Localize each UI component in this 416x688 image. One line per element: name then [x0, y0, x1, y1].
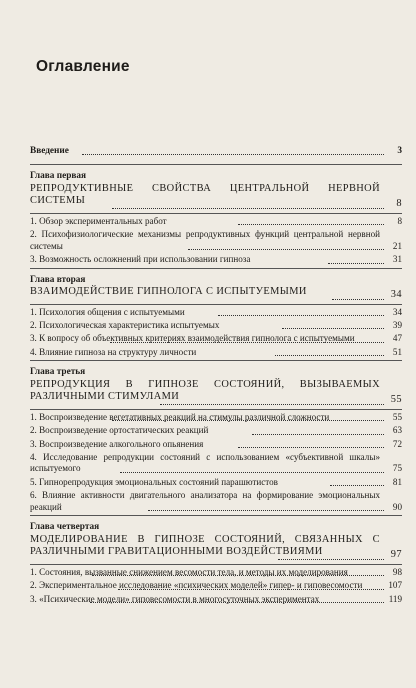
dot-leader — [330, 485, 384, 486]
dot-leader — [282, 328, 384, 329]
page-title: Оглавление — [36, 58, 130, 75]
toc-entry: 2. Воспроизведение ортостатических реакций 63 — [30, 425, 402, 436]
toc-entry: 3. К вопросу об объективных критериях взаимодействия гипнолога с испытуемыми 47 — [30, 333, 402, 344]
toc-entry: 5. Гипнорепродукция эмоциональных состояний парашютистов 81 — [30, 476, 402, 487]
toc-entry: 3. Возможность осложнений при использовании гипноза 31 — [30, 254, 402, 265]
toc-entry: 1. Обзор экспериментальных работ 8 — [30, 216, 402, 226]
chapter-title: РЕПРОДУКЦИЯ В ГИПНОЗЕ СОСТОЯНИЙ, ВЫЗЫВАЕМЫХ РАЗЛИЧНЫМИ СТИМУЛАМИ 55 — [30, 378, 402, 406]
chapter-label: Глава третья — [30, 367, 86, 378]
toc-entry: 1. Воспроизведение вегетативных реакций на стимулы различной сложности 55 — [30, 411, 402, 422]
chapter-label: Глава четвертая — [30, 522, 100, 533]
divider — [30, 564, 402, 565]
dot-leader — [90, 602, 384, 603]
toc-entry: 4. Исследование репродукции состояний с использованием «субъективной шкалы» испытуемого 75 — [30, 452, 402, 474]
dot-leader — [275, 355, 384, 356]
dot-leader — [112, 208, 384, 209]
chapter-title: ВЗАИМОДЕЙСТВИЕ ГИПНОЛОГА С ИСПЫТУЕМЫМИ 34 — [30, 286, 402, 301]
toc-entry: 4. Влияние гипноза на структуру личности 51 — [30, 346, 402, 357]
dot-leader — [188, 249, 384, 250]
dot-leader — [82, 154, 384, 155]
dot-leader — [118, 589, 384, 590]
toc-entry: 3. Воспроизведение алкогольного опьянения 72 — [30, 438, 402, 449]
table-of-contents — [30, 146, 402, 605]
toc-entry: 2. Психологическая характеристика испытуемых 39 — [30, 320, 402, 331]
divider — [30, 360, 402, 361]
toc-entry: 1. Психология общения с испытуемыми 34 — [30, 306, 402, 317]
dot-leader — [92, 575, 384, 576]
page-number: 8 — [396, 198, 402, 210]
toc-entry: 3. «Психические модели» гиповесомости в многосуточных экспериментах 119 — [30, 593, 402, 604]
dot-leader — [238, 224, 384, 225]
divider — [30, 515, 402, 516]
dot-leader — [332, 299, 384, 300]
dot-leader — [238, 447, 384, 448]
dot-leader — [112, 420, 384, 421]
divider — [30, 268, 402, 269]
chapter-title: МОДЕЛИРОВАНИЕ В ГИПНОЗЕ СОСТОЯНИЙ, СВЯЗАННЫХ С РАЗЛИЧНЫМИ ГРАВИТАЦИОННЫМИ ВОЗДЕЙСТВИЯМИ 97 — [30, 533, 402, 561]
toc-entry: 1. Состояния, вызванные снижением весомости тела, и методы их моделирования 98 — [30, 566, 402, 577]
dot-leader — [160, 404, 384, 405]
dot-leader — [120, 472, 384, 473]
toc-entry: 2. Психофизиологические механизмы репродуктивных функций центральной нервной системы 21 — [30, 229, 402, 251]
dot-leader — [218, 315, 384, 316]
chapter-label: Глава первая — [30, 171, 87, 182]
dot-leader — [148, 510, 384, 511]
divider — [30, 304, 402, 305]
dot-leader — [110, 342, 384, 343]
toc-entry: 2. Экспериментальное исследование «психических моделей» гипер- и гиповесомости 107 — [30, 580, 402, 591]
page-number: 3 — [397, 146, 402, 156]
divider — [30, 409, 402, 410]
dot-leader — [278, 559, 384, 560]
toc-entry-intro: Введение 3 — [30, 146, 402, 156]
dot-leader — [252, 434, 384, 435]
chapter-label: Глава вторая — [30, 274, 86, 285]
chapter-title: РЕПРОДУКТИВНЫЕ СВОЙСТВА ЦЕНТРАЛЬНОЙ НЕРВНОЙ СИСТЕМЫ 8 — [30, 182, 402, 210]
divider — [30, 213, 402, 214]
dot-leader — [328, 263, 384, 264]
toc-entry: 6. Влияние активности двигательного анализатора на формирование эмоциональных реакций 90 — [30, 490, 402, 512]
divider — [30, 164, 402, 165]
